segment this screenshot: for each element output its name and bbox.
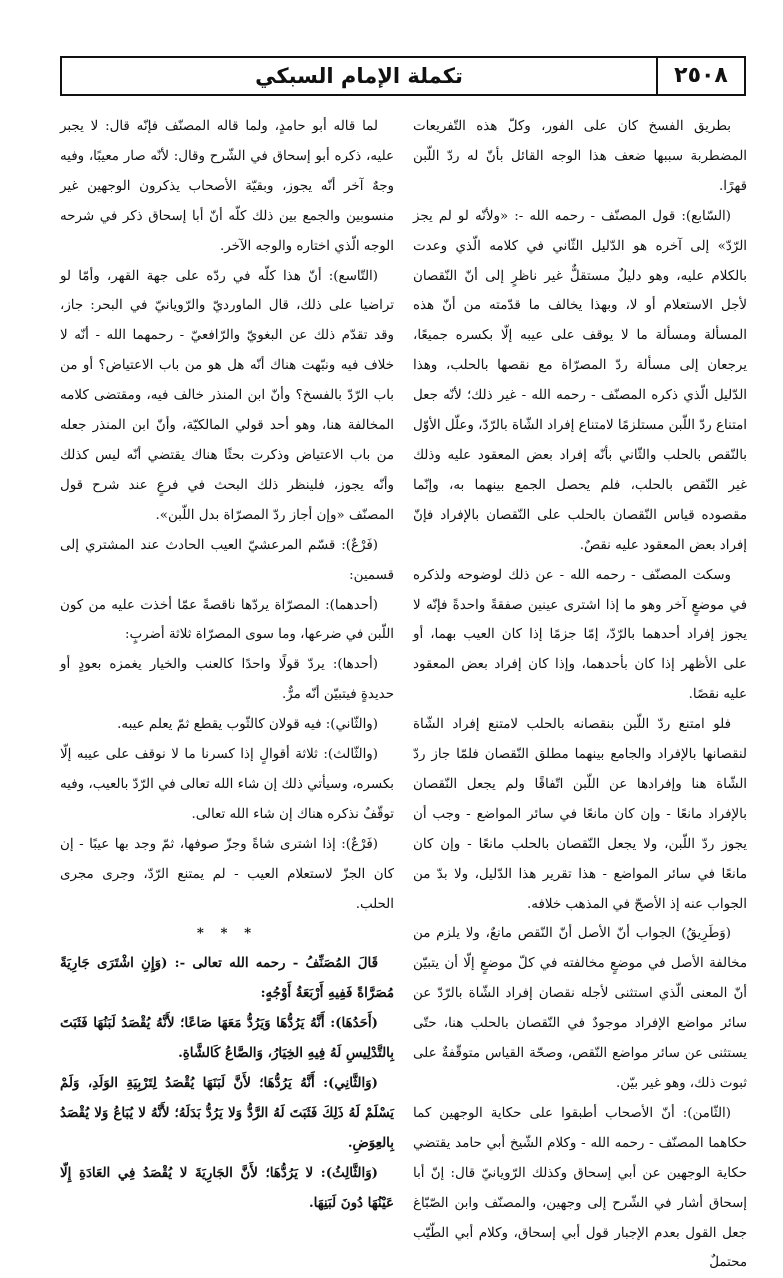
paragraph: (فَرْعٌ): إذا اشترى شاةً وجزّ صوفها، ثمّ وجد بها عيبًا - إن كان الجزّ لاستعلام العيب - لم يمتنع الرّدّ، وجرى مجرى الحلب. [60, 836, 394, 912]
section-separator: * * * [196, 925, 258, 942]
quoted-text: (وَالثَّانِي): أَنَّهُ يَرُدُّهَا؛ لأَنَّ لَبَنَهَا يُقْصَدُ لِتَرْبِيَةِ الوَلَدِ، وَلَمْ يَسْلَمْ لَهُ ذَلِكَ فَثَبَتَ لَهُ الرَّدُّ وَلا يَرُدُّ بَدَلَهُ؛ لأَنَّهُ لا يُبَاعُ وَلا يُقْصَدُ بِالعِوَضِ. [60, 1075, 394, 1151]
paragraph: (فَرْعٌ): قسّم المرعشيّ العيب الحادث عند المشتري إلى قسمين: [60, 537, 394, 583]
paragraph: (الثّامن): أنّ الأصحاب أطبقوا على حكاية الوجهين كما حكاهما المصنّف - رحمه الله - وكلام الشّيخ أبي حامد يقتضي حكاية الوجهين عن أبي إسحاق وكذلك الرّويانيّ قال: إنّ أبا إسحاق أشار في الشّرح إلى وجهين، والمصنّف وابن الصّبّاغ جعل القول بعدم الإجبار قول أبي إسحاق، وكلام أبي الطّيّب محتملٌ [413, 1105, 747, 1271]
paragraph: لما قاله أبو حامدٍ، ولما قاله المصنّف فإنّه قال: لا يجبر عليه، ذكره أبو إسحاق في الشّرح وقال: لأنّه صار معيبًا، وفيه وجهٌ آخر أنّه يجوز، وبقيّة الأصحاب يذكرون الوجهين غير منسوبين والجمع بين ذلك كلّه أنّ أبا إسحاق ذكر في شرحه الوجه الّذي اختاره والوجه الآخر. [60, 119, 394, 254]
paragraph: (أحدها): يردّ قولًا واحدًا كالعنب والخيار يغمزه بعودٍ أو حديدةٍ فيتبيّن أنّه مرٌّ. [60, 657, 394, 703]
left-column [60, 112, 394, 1211]
quoted-text: (وَالثَّالِثُ): لا يَرُدُّهَا؛ لأَنَّ الجَارِيَةَ لا يُقْصَدُ فِي العَادَةِ إِلّا عَيْنُهَا دُونَ لَبَنِهَا. [60, 1164, 394, 1211]
paragraph: (التّاسع): أنّ هذا كلّه في ردّه على جهة القهر، وأمّا لو تراضيا على ذلك، قال الماورديّ والرّويانيّ في البحر: جاز، وقد تقدّم ذلك عن البغويّ والرّافعيّ - رحمهما الله - أنّه لا خلاف فيه ونبّهت هناك أنّه هل هو من باب الاعتياض؟ أو من باب الرّدّ بالفسخ؟ وأنّ ابن المنذر خالف فيه، ومقتضى كلامه المخالفة هنا، وهو أحد قولي المالكيّة، وأنّ ابن المنذر جعله من باب الاعتياض وذكرت بحثًا هناك يقتضي أنّه ليس كذلك وأنّه يجوز، فلينظر ذلك البحث في فرعٍ عند شرح قول المصنّف «وإن أجاز ردّ المصرّاة بدل اللّبن». [60, 268, 394, 523]
book-title: تكملة الإمام السبكي [255, 64, 463, 88]
paragraph: (وَطَرِيقُ) الجواب أنّ الأصل أنّ النّقص مانعٌ، ولا يلزم من مخالفة الأصل في موضعٍ مخالفته في كلّ موضعٍ إلّا أن يتبيّن أنّ المعنى الّذي استثنى لأجله نقصان إفراد الشّاة بالرّدّ عن سائر مواضع الإفراد موجودٌ في النّقصان بالحلب هنا، حتّى يستثنى عن سائر مواضع النّقص، وصحّة القياس متوقّفةٌ على ثبوت ذلك، وهو غير بيّن. [413, 926, 747, 1091]
right-column [413, 112, 747, 1271]
paragraph: (والثّالث): ثلاثة أقوالٍ إذا كسرنا ما لا نوقف على عيبه إلّا بكسره، وسيأتي ذلك إن شاء الله تعالى في الرّدّ بالعيب، وفيه توقّفٌ نذكره هناك إن شاء الله تعالى. [60, 747, 394, 822]
paragraph: (أحدهما): المصرّاة يردّها ناقصةً عمّا أخذت عليه من كون اللّبن في ضرعها، وما سوى المصرّاة ثلاثة أضربٍ: [60, 597, 394, 643]
quoted-text: قَالَ المُصَنِّفُ - رحمه الله تعالى -: (وَإِنِ اشْتَرَى جَارِيَةً مُصَرَّاةً فَفِيهِ أَرْبَعَةُ أَوْجُهٍ: [60, 955, 394, 1002]
page-number: ٢٥٠٨ [656, 58, 744, 94]
paragraph: وسكت المصنّف - رحمه الله - عن ذلك لوضوحه ولذكره في موضعٍ آخر وهو ما إذا اشترى عينين صفقةً واحدةً فإنّه لا يجوز إفراد أحدهما بالرّدّ، إمّا جزمًا إذا كان العيب بهما، أو على الأظهر إذا كان بأحدهما، وإذا كان إفراد بعض المعقود عليه نقصًا. [413, 567, 747, 703]
page-header [60, 56, 746, 96]
quoted-text: (أَحَدُهَا): أَنَّهُ يَرُدُّهَا وَيَرُدُّ مَعَهَا صَاعًا؛ لأَنَّهُ يُقْصَدُ لَبَنُهَا فَثَبَتَ بِالتَّدْلِيسِ لَهُ فِيهِ الخِيَارُ، وَالصَّاعُ كَالشَّاةِ. [60, 1015, 394, 1062]
paragraph: (السّابع): قول المصنّف - رحمه الله -: «ولأنّه لو لم يجز الرّدّ» إلى آخره هو الدّليل الثّاني في كلامه الّذي وعدت بالكلام عليه، وهو دليلٌ مستقلٌّ غير ناظرٍ إلى أنّ النّقصان لأجل الاستعلام أو لا، وبهذا يخالف ما قدّمته من أنّ هذه المسألة ومسألة ما لا يوقف على عيبه إلّا بكسره جميعًا، يرجعان إلى مسألة ردّ المصرّاة مع نقصها بالحلب، وهذا الدّليل الّذي ذكره المصنّف - رحمه الله - غير ذلك؛ لأنّه جعل امتناع ردّ اللّبن مستلزمًا لامتناع إفراد الشّاة بالرّدّ، وعلّل الأوّل بالنّقص بالحلب والثّاني بأنّه إفراد بعض المعقود عليه وذلك غير النّقص بالحلب، فلم يحصل الجمع بينهما به، وإنّما مقصوده قياس النّقصان بالحلب على النّقصان بالإفراد فإنّ إفراد بعض المعقود عليه نقصٌ. [413, 208, 747, 553]
paragraph: بطريق الفسخ كان على الفور، وكلّ هذه التّفريعات المضطربة سببها ضعف هذا الوجه القائل بأنّ له ردّ اللّبن قهرًا. [413, 119, 747, 194]
paragraph: (والثّاني): فيه قولان كالثّوب يقطع ثمّ يعلم عيبه. [117, 717, 378, 733]
paragraph: فلو امتنع ردّ اللّبن بنقصانه بالحلب لامتنع إفراد الشّاة لنقصانها بالإفراد والجامع بينهما مطلق النّقصان فلمّا جاز ردّ الشّاة هنا وإفرادها عن اللّبن اتّفاقًا ولم يجعل النّقصان بالإفراد مانعًا - وإن كان مانعًا في سائر المواضع - وجب أن يجوز ردّ اللّبن، ولا يجعل النّقصان بالحلب مانعًا - وإن كان مانعًا في سائر المواضع - هذا تقرير هذا الدّليل، ولا بدّ من الجواب عنه إذ الأصحّ في المذهب خلافه. [413, 717, 747, 912]
